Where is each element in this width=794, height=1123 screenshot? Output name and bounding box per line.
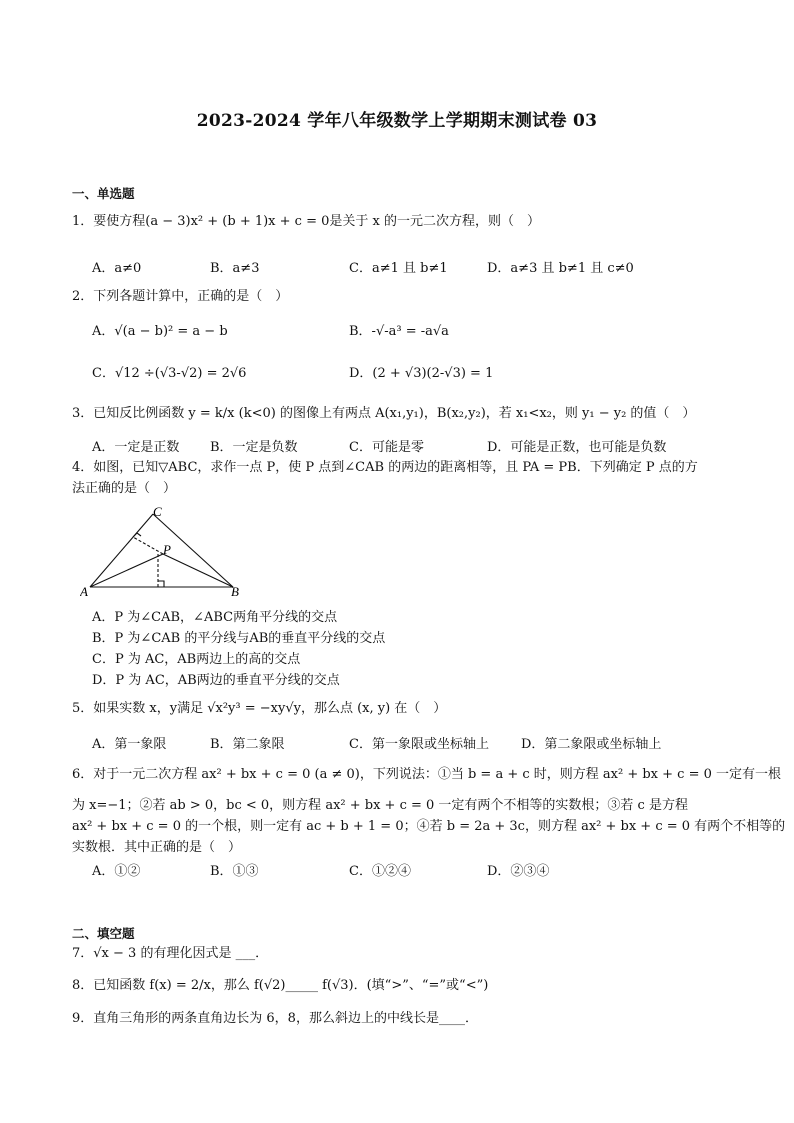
question-1-stem: 1．要使方程(a − 3)x² + (b + 1)x + c = 0是关于 x 的一元二次方程，则（ ） [72, 214, 540, 229]
question-6-option-d: D．②③④ [487, 864, 550, 879]
question-5-option-a: A．第一象限 [92, 737, 167, 752]
question-6-line-3: ax² + bx + c = 0 的一个根，则一定有 ac + b + 1 = 0；④若 b = 2a + 3c，则方程 ax² + bx + c = 0 有两个不相等的 [72, 819, 786, 834]
question-5-option-c: C．第一象限或坐标轴上 [349, 737, 489, 752]
question-2-option-d: D．(2 + √3)(2-√3) = 1 [349, 366, 494, 381]
question-6-option-b: B．①③ [210, 864, 259, 879]
question-6-line-4: 实数根．其中正确的是（ ） [72, 840, 242, 855]
question-4-option-b: B．P 为∠CAB 的平分线与AB的垂直平分线的交点 [92, 631, 386, 646]
question-4-stem-line-1: 4．如图，已知▽ABC，求作一点 P，使 P 点到∠CAB 的两边的距离相等，且 PA = PB．下列确定 P 点的方 [72, 460, 698, 475]
perpendicular-p-to-ac [133, 537, 163, 554]
question-4-option-c: C．P 为 AC，AB两边上的高的交点 [92, 652, 301, 667]
question-3-option-b: B．一定是负数 [210, 440, 298, 455]
question-3-option-d: D．可能是正数，也可能是负数 [487, 440, 667, 455]
vertex-label-a: A [80, 584, 88, 599]
question-2-stem: 2．下列各题计算中，正确的是（ ） [72, 289, 289, 304]
question-9-stem: 9．直角三角形的两条直角边长为 6，8，那么斜边上的中线长是____． [72, 1011, 478, 1026]
question-2-option-c: C．√12 ÷(√3-√2) = 2√6 [92, 366, 247, 381]
question-5-option-d: D．第二象限或坐标轴上 [521, 737, 662, 752]
right-angle-mark-ab [158, 581, 164, 587]
side-ac [90, 514, 153, 587]
question-4-stem-line-2: 法正确的是（ ） [72, 481, 177, 496]
question-1-option-b: B．a≠3 [210, 261, 260, 276]
question-7-stem: 7．√x − 3 的有理化因式是 ___． [72, 946, 269, 961]
question-6-option-a: A．①② [92, 864, 141, 879]
triangle-figure [80, 504, 255, 599]
question-1-option-d: D．a≠3 且 b≠1 且 c≠0 [487, 261, 634, 276]
segment-pa [90, 554, 163, 587]
question-3-stem: 3．已知反比例函数 y = k/x (k<0) 的图像上有两点 A(x₁,y₁)，B(x₂,y₂)，若 x₁<x₂，则 y₁ − y₂ 的值（ ） [72, 406, 696, 421]
question-2-option-b: B．-√-a³ = -a√a [349, 324, 449, 339]
segment-pb [163, 554, 233, 587]
vertex-label-c: C [153, 504, 162, 519]
point-label-p: P [163, 542, 171, 557]
section-heading-single-choice: 一、单选题 [72, 186, 135, 201]
question-1-option-a: A．a≠0 [92, 261, 142, 276]
section-heading-fill-in: 二、填空题 [72, 926, 135, 941]
question-3-option-c: C．可能是零 [349, 440, 424, 455]
question-6-option-c: C．①②④ [349, 864, 411, 879]
question-1-option-c: C．a≠1 且 b≠1 [349, 261, 448, 276]
question-4-option-a: A．P 为∠CAB，∠ABC两角平分线的交点 [92, 610, 338, 625]
question-8-stem: 8．已知函数 f(x) = 2/x，那么 f(√2)_____ f(√3)．(填“>”、“=”或“<”) [72, 978, 489, 993]
question-5-option-b: B．第二象限 [210, 737, 285, 752]
question-2-option-a: A．√(a − b)² = a − b [92, 324, 228, 339]
vertex-label-b: B [231, 584, 239, 599]
question-3-option-a: A．一定是正数 [92, 440, 180, 455]
question-5-stem: 5．如果实数 x，y满足 √x²y³ = −xy√y，那么点 (x, y) 在（ ） [72, 701, 447, 716]
page-title: 2023-2024 学年八年级数学上学期期末测试卷 03 [196, 111, 598, 131]
question-4-option-d: D．P 为 AC，AB两边的垂直平分线的交点 [92, 673, 340, 688]
question-6-line-1: 6．对于一元二次方程 ax² + bx + c = 0 (a ≠ 0)，下列说法：①当 b = a + c 时，则方程 ax² + bx + c = 0 一定有一根 [72, 767, 781, 782]
question-6-line-2: 为 x=−1；②若 ab > 0，bc < 0，则方程 ax² + bx + c = 0 一定有两个不相等的实数根；③若 c 是方程 [72, 798, 688, 813]
